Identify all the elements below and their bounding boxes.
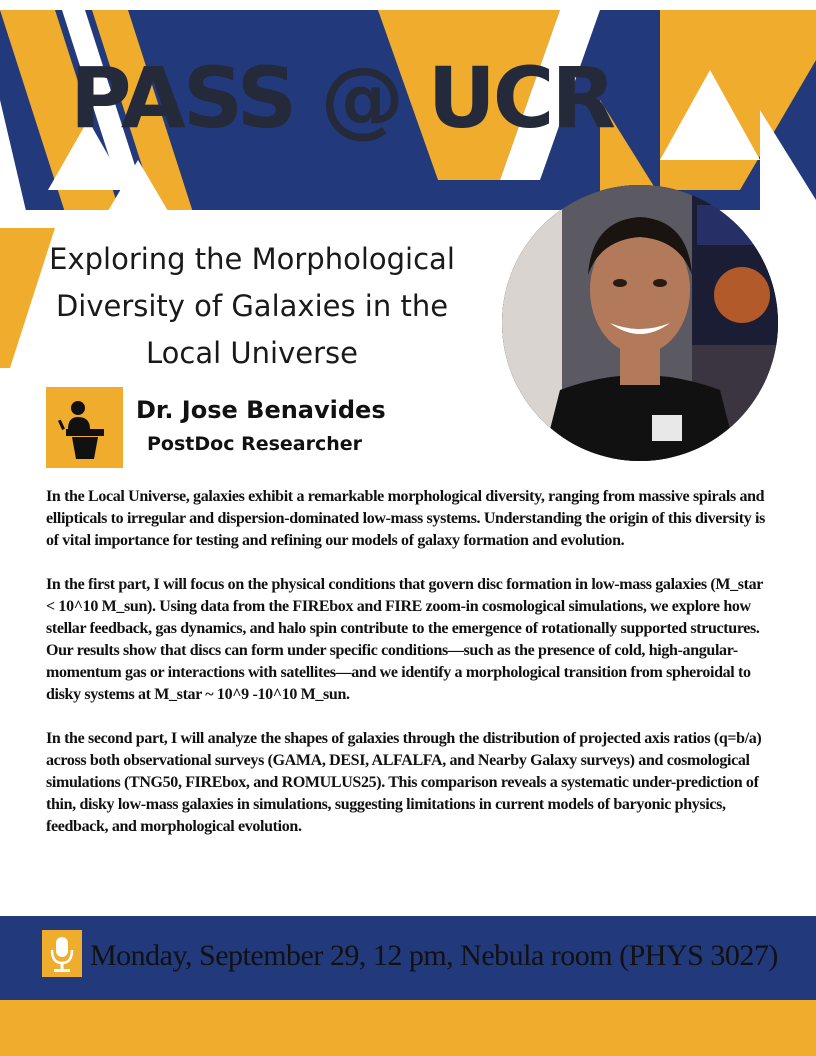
abstract-paragraph-2: In the first part, I will focus on the physical conditions that govern disc formation in low-mass galaxies (M_star < 10^10 M_sun). Using data from the FIREbox and FIRE zoom-in cosmological simulations, we explore how stellar feedback, gas dynamics, and halo spin contribute to the emergence of rotationally supported structures. Our results show that discs can form under specific conditions—such as the presence of cold, high-angular-momentum gas or interactions with satellites—and we identify a morphological transition from spheroidal to disky systems at M_star ~ 10^9 -10^10 M_sun. xyxy=(46,576,763,703)
talk-title-line-3: Local Universe xyxy=(146,336,358,370)
speaker-podium-icon xyxy=(46,387,123,468)
brand-title: PASS @ UCR xyxy=(70,49,614,147)
speaker-icon-box xyxy=(46,387,123,468)
microphone-icon-box xyxy=(42,930,82,977)
speaker-photo xyxy=(502,185,778,461)
talk-title-line-2: Diversity of Galaxies in the xyxy=(55,289,449,323)
talk-title-line-1: Exploring the Morphological xyxy=(49,242,455,276)
event-details: Monday, September 29, 12 pm, Nebula room (PHYS 3027) xyxy=(90,939,778,972)
bottom-accent-band xyxy=(0,1000,816,1056)
microphone-icon xyxy=(42,930,82,977)
talk-title xyxy=(22,236,482,377)
talk-abstract xyxy=(46,486,774,860)
speaker-name: Dr. Jose Benavides xyxy=(136,396,386,424)
abstract-paragraph-3: In the second part, I will analyze the shapes of galaxies through the distribution of projected axis ratios (q=b/a) across both observational surveys (GAMA, DESI, ALFALFA, and Nearby Galaxy surveys) and cosmological simulations (TNG50, FIREbox, and ROMULUS25). This comparison reveals a systematic under-prediction of thin, disky low-mass galaxies in simulations, suggesting limitations in current models of baryonic physics, feedback, and morphological evolution. xyxy=(46,730,762,835)
speaker-photo-illustration xyxy=(502,185,778,461)
abstract-paragraph-1: In the Local Universe, galaxies exhibit a remarkable morphological diversity, ranging from massive spirals and ellipticals to irregular and dispersion-dominated low-mass systems. Understanding the origin of this diversity is of vital importance for testing and refining our models of galaxy formation and evolution. xyxy=(46,488,766,549)
speaker-role: PostDoc Researcher xyxy=(147,433,363,455)
